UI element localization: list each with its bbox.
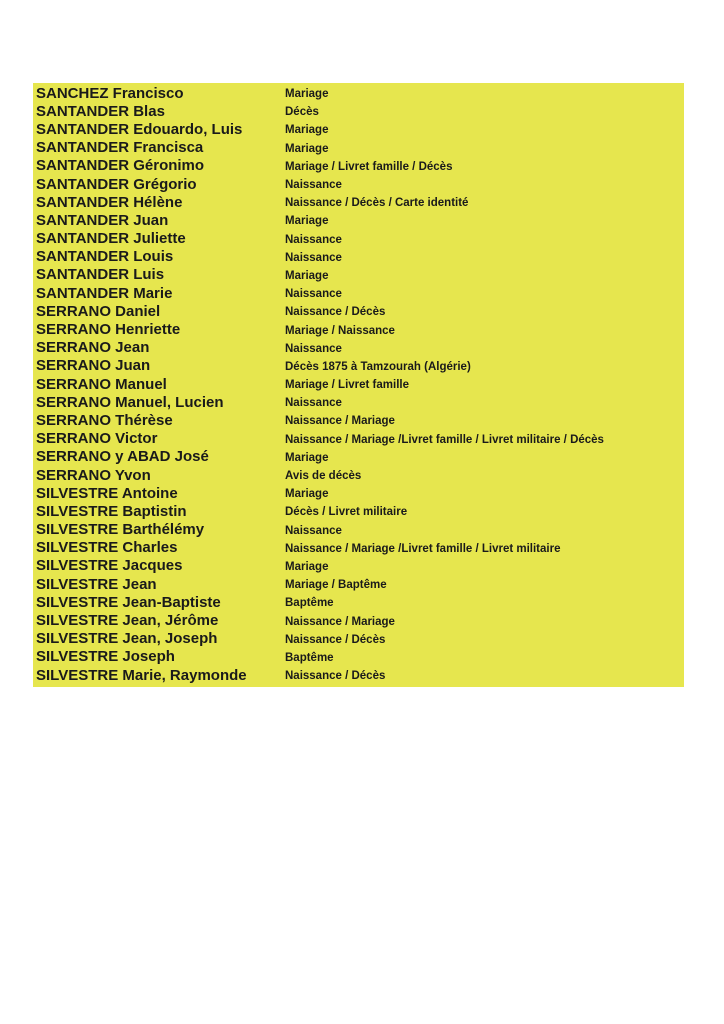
table-row (33, 466, 684, 484)
person-name: SERRANO Jean (36, 339, 150, 357)
table-row (33, 630, 684, 648)
person-name: SANTANDER Louis (36, 248, 174, 266)
table-row (33, 211, 684, 229)
person-name: SILVESTRE Jacques (36, 557, 183, 575)
person-name: SILVESTRE Joseph (36, 648, 175, 666)
table-row (33, 539, 684, 557)
table-row (33, 266, 684, 284)
document-types: Baptême (285, 597, 334, 610)
document-types: Naissance / Mariage (285, 615, 395, 628)
document-types: Naissance (285, 179, 342, 192)
person-name: SILVESTRE Charles (36, 539, 178, 557)
person-name: SANTANDER Francisca (36, 139, 204, 157)
table-row (33, 248, 684, 266)
table-row (33, 521, 684, 539)
document-types: Naissance / Décès (285, 670, 386, 683)
person-name: SILVESTRE Jean, Jérôme (36, 612, 219, 630)
document-types: Naissance / Décès / Carte identité (285, 197, 469, 210)
document-types: Naissance / Décès (285, 633, 386, 646)
document-types: Naissance / Décès (285, 306, 386, 319)
document-types: Naissance (285, 524, 342, 537)
person-name: SERRANO Yvon (36, 466, 151, 484)
table-row (33, 430, 684, 448)
document-types: Mariage / Naissance (285, 324, 395, 337)
table-row (33, 84, 684, 102)
document-types: Mariage / Baptême (285, 579, 387, 592)
person-name: SERRANO Manuel, Lucien (36, 393, 224, 411)
person-name: SILVESTRE Barthélémy (36, 521, 205, 539)
person-name: SANTANDER Marie (36, 284, 173, 302)
table-row (33, 557, 684, 575)
document-types: Naissance / Mariage (285, 415, 395, 428)
table-row (33, 411, 684, 429)
table-row (33, 102, 684, 120)
person-name: SILVESTRE Jean (36, 575, 157, 593)
person-name: SERRANO Victor (36, 430, 158, 448)
person-name: SANTANDER Géronimo (36, 157, 205, 175)
table-row (33, 375, 684, 393)
person-name: SERRANO Manuel (36, 375, 167, 393)
document-types: Naissance (285, 397, 342, 410)
table-row (33, 448, 684, 466)
document-types: Baptême (285, 651, 334, 664)
table-row (33, 666, 684, 684)
document-types: Naissance (285, 233, 342, 246)
document-types: Décès / Livret militaire (285, 506, 408, 519)
person-name: SANTANDER Blas (36, 102, 165, 120)
document-types: Naissance (285, 288, 342, 301)
person-name: SANTANDER Juliette (36, 230, 186, 248)
table-row (33, 320, 684, 338)
table-row (33, 139, 684, 157)
person-name: SERRANO Thérèse (36, 411, 173, 429)
table-row (33, 302, 684, 320)
person-name: SILVESTRE Jean, Joseph (36, 630, 218, 648)
document-types: Mariage (285, 88, 329, 101)
person-name: SERRANO Daniel (36, 302, 161, 320)
person-name: SANTANDER Edouardo, Luis (36, 120, 243, 138)
person-name: SANCHEZ Francisco (36, 84, 184, 102)
document-types: Mariage (285, 215, 329, 228)
person-name: SILVESTRE Baptistin (36, 502, 187, 520)
person-name: SERRANO Henriette (36, 321, 181, 339)
table-row (33, 484, 684, 502)
table-row (33, 120, 684, 138)
document-types: Mariage / Livret famille (285, 379, 409, 392)
table-row (33, 193, 684, 211)
table-row (33, 284, 684, 302)
person-name: SERRANO y ABAD José (36, 448, 209, 466)
table-row (33, 230, 684, 248)
person-name: SANTANDER Juan (36, 211, 169, 229)
document-types: Naissance / Mariage /Livret famille / Livret militaire / Décès (285, 433, 604, 446)
person-name: SANTANDER Hélène (36, 193, 183, 211)
document-types: Décès 1875 à Tamzourah (Algérie) (285, 360, 471, 373)
genealogy-table (33, 83, 684, 687)
table-row (33, 157, 684, 175)
document-types: Décès (285, 106, 319, 119)
table-row (33, 502, 684, 520)
table-row (33, 339, 684, 357)
document-types: Naissance / Mariage /Livret famille / Livret militaire (285, 542, 561, 555)
table-row (33, 575, 684, 593)
document-types: Avis de décès (285, 470, 362, 483)
person-name: SILVESTRE Marie, Raymonde (36, 666, 247, 684)
person-name: SANTANDER Luis (36, 266, 165, 284)
table-row (33, 357, 684, 375)
document-types: Mariage (285, 124, 329, 137)
table-row (33, 393, 684, 411)
document-types: Mariage (285, 451, 329, 464)
person-name: SERRANO Juan (36, 357, 151, 375)
table-row (33, 593, 684, 611)
document-types: Mariage (285, 488, 329, 501)
table-row (33, 648, 684, 666)
document-types: Naissance (285, 251, 342, 264)
document-types: Mariage / Livret famille / Décès (285, 160, 453, 173)
document-types: Mariage (285, 560, 329, 573)
person-name: SILVESTRE Jean-Baptiste (36, 593, 221, 611)
person-name: SILVESTRE Antoine (36, 484, 178, 502)
table-row (33, 611, 684, 629)
document-types: Mariage (285, 269, 329, 282)
document-types: Mariage (285, 142, 329, 155)
document-types: Naissance (285, 342, 342, 355)
person-name: SANTANDER Grégorio (36, 175, 197, 193)
table-row (33, 175, 684, 193)
